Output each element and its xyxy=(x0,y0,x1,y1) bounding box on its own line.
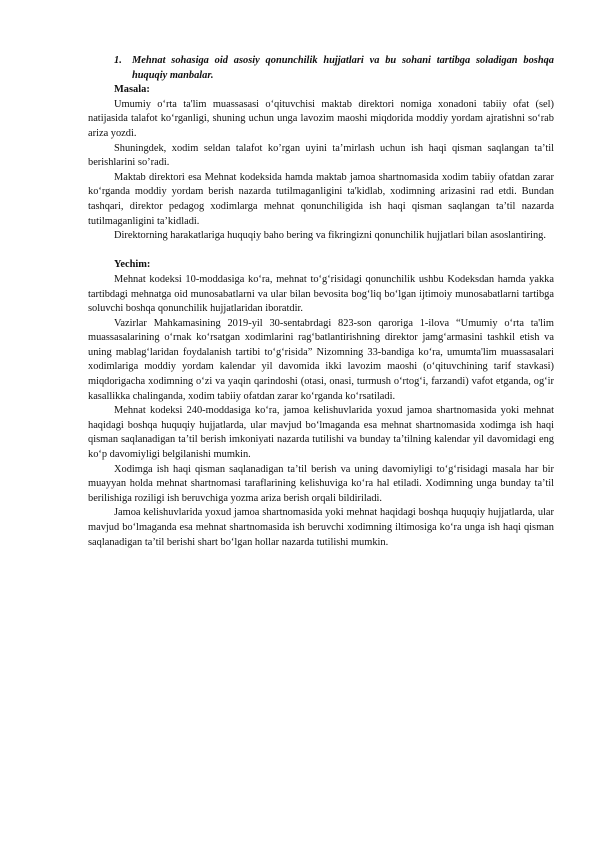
section-heading xyxy=(114,54,554,83)
masala-label: Masala: xyxy=(114,84,150,96)
spacer xyxy=(88,244,554,259)
document-page xyxy=(88,54,554,550)
yechim-paragraph: Mehnat kodeksi 240-moddasiga ko‘ra, jamoa kelishuvlarida yoxud jamoa shartnomasida yoki mehnat haqidagi boshqa huquqiy hujjatlarda, ular mavjud bo‘lmaganda esa mehnat shartnomasida xodimga ish haqi qisman saqlanadigan ta’til berish imkoniyati nazarda tutilishi va bunday ta’tilning kalendar yil davomidagi eng ko‘p davomiyligi belgilanishi mumkin. xyxy=(88,405,554,461)
masala-paragraph: Direktorning harakatlariga huquqiy baho bering va fikringizni qonunchilik hujjatlari bilan asoslantiring. xyxy=(114,230,546,242)
masala-paragraph: Shuningdek, xodim seldan talafot ko’rgan uyini ta’mirlash uchun ish haqi qisman saqlangan ta’til berishlarini so’radi. xyxy=(88,142,554,169)
yechim-paragraph: Xodimga ish haqi qisman saqlanadigan ta’til berish va uning davomiyligi to‘g‘risidagi masala har bir muayyan holda mehnat shartnomasi taraflarining kelishuviga ko‘ra hal etiladi. Xodimning unga bunday ta’til berilishiga roziligi ish beruvchiga yozma ariza berish orqali bildiriladi. xyxy=(88,463,554,504)
yechim-paragraph: Mehnat kodeksi 10-moddasiga ko‘ra, mehnat to‘g‘risidagi qonunchilik ushbu Kodeksdan hamda yakka tartibdagi mehnatga oid munosabatlarni va ular bilan bevosita bog‘liq bo‘lgan ijtimoiy munosabatlarni tartibga soluvchi boshqa qonunchilik hujjatlaridan iboratdir. xyxy=(88,273,554,315)
heading-text: Mehnat sohasiga oid asosiy qonunchilik hujjatlari va bu sohani tartibga soladigan boshqa huquqiy manbalar. xyxy=(132,55,554,81)
masala-paragraph: Maktab direktori esa Mehnat kodeksida hamda maktab jamoa shartnomasida xodim tabiiy ofatdan zarar ko‘rganda moddiy yordam berish nazarda tutilmaganligini ta'kidlab, xodimning arizasini rad etdi. Bundan tashqari, direktor pedagog xodimlarga mehnat qonunchiligida ish haqi qisman saqlangan ta’til nazarda tutilmaganligini ta’kidladi. xyxy=(88,171,554,227)
yechim-paragraph: Jamoa kelishuvlarida yoxud jamoa shartnomasida yoki mehnat haqidagi boshqa huquqiy hujjatlarda, ular mavjud bo‘lmaganda esa mehnat shartnomasida ish beruvchi xodimning iltimosiga ko‘ra unga ish haqi qisman saqlanadigan ta’til berishi shart bo‘lgan hollar nazarda tutilishi mumkin. xyxy=(88,507,554,548)
heading-number: 1. xyxy=(114,55,122,66)
masala-paragraph: Umumiy o‘rta ta'lim muassasasi o‘qituvchisi maktab direktori nomiga xonadoni tabiiy ofat (sel) natijasida talafot ko‘rganligi, shuning uchun unga lavozim maoshi miqdorida moddiy yordam ajratishni so‘rab ariza yozdi. xyxy=(88,98,554,139)
yechim-paragraph: Vazirlar Mahkamasining 2019-yil 30-sentabrdagi 823-son qaroriga 1-ilova “Umumiy o‘rta ta'lim muassasalarining o‘rnak ko‘rsatgan xodimlarini rag‘batlantirishning direktor jamg‘armasini tashkil etish va uning mablag‘laridan foydalanish tartibi to‘g‘risida” Nizomning 33-bandiga ko‘ra, umumta'lim muassasalari xodimlariga moddiy yordam kalendar yil davomida ikki lavozim maoshi (o‘qituvchining tarif stavkasi) miqdorigacha xodimning o‘zi va yaqin qarindoshi (otasi, onasi, turmush o‘rtog‘i, farzandi) vafot etganda, og‘ir kasallikka chalinganda, xodim tabiiy ofatdan zarar ko‘rganda ko‘rsatiladi. xyxy=(88,317,554,402)
yechim-label: Yechim: xyxy=(114,259,151,271)
